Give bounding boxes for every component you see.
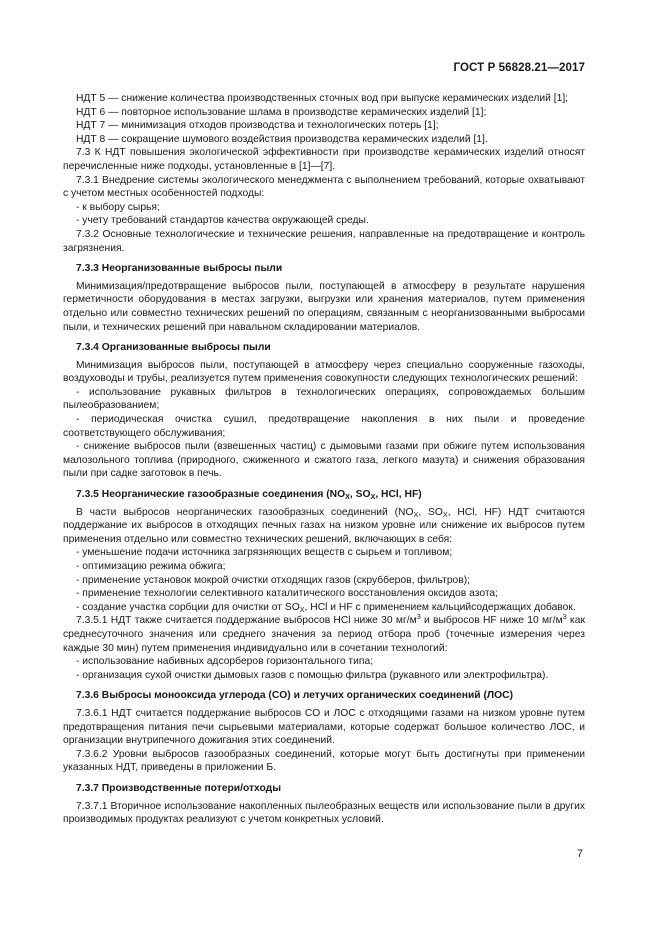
section-heading-7-3-7: 7.3.7 Производственные потери/отходы	[76, 782, 281, 794]
list-item: - снижение выбросов пыли (взвешенных частиц) с дымовыми газами при обжиге путем использования малозольного топлива (природного, сжиженного и сжатого газа, легкого мазута) и снижения образования пыли при садке заготовок в печь.	[63, 441, 585, 480]
paragraph: 7.3.1 Внедрение системы экологического менеджмента с выполнением требований, которые охватывают с учетом местных особенностей подходы:	[63, 174, 585, 200]
section-heading-7-3-3: 7.3.3 Неорганизованные выбросы пыли	[76, 263, 283, 275]
paragraph: В части выбросов неорганических газообразных соединений ($NO_X$, $SO_X$, HCl, HF) НДТ считаются поддержание их выбросов в отходящих печных газах на низком уровне или снижение их выбросов путем применения отдельно или совместно технических решений, включающих в себя:	[63, 506, 585, 545]
paragraph: НДТ 5 — снижение количества производственных сточных вод при выпуске керамических изделий [1];	[76, 93, 569, 104]
document-standard-number: ГОСТ Р 56828.21—2017	[453, 62, 585, 74]
list-item: - уменьшение подачи источника загрязняющих веществ с сырьем и топливом;	[76, 547, 453, 559]
paragraph: Минимизация/предотвращение выбросов пыли, поступающей в атмосферу в результате нарушения герметичности оборудования в местах загрузки, выгрузки или хранения материалов, путем применения отдельно или совместно технических решений по операциям, связанным с неорганизованными выбросами пыли, и технических решений при навальном складировании материалов.	[63, 280, 585, 333]
paragraph: 7.3.5.1 НДТ также считается поддержание выбросов HCl ниже 30 $мг/м^3$ и выбросов HF ниже 10 $мг/м^3$ как среднесуточного значения или среднего значения за период отбора проб (точечные измерения через каждые 30 мин) путем применения индивидуально или в сочетании технологий:	[63, 612, 585, 654]
list-item: - использование набивных адсорберов горизонтального типа;	[76, 656, 374, 668]
list-item: - периодическая очистка сушил, предотвращение накопления в них пыли и проведение соответствующего обслуживания;	[63, 414, 585, 439]
list-item: - оптимизацию режима обжига;	[76, 561, 226, 572]
paragraph: НДТ 8 — сокращение шумового воздействия производства керамических изделий [1].	[76, 133, 488, 145]
list-item: - применение установок мокрой очистки отходящих газов (скрубберов, фильтров);	[76, 574, 471, 586]
list-item: - организация сухой очистки дымовых газов с помощью фильтра (рукавного или электрофильтра).	[76, 669, 549, 681]
paragraph: 7.3.6.2 Уровни выбросов газообразных соединений, которые могут быть достигнуты при применении указанных НДТ, приведены в приложении Б.	[63, 748, 585, 774]
section-heading-7-3-6: 7.3.6 Выбросы монооксида углерода (CO) и летучих органических соединений (ЛОС)	[76, 690, 514, 702]
page-number: 7	[576, 848, 583, 860]
section-heading-7-3-4: 7.3.4 Организованные выбросы пыли	[76, 342, 271, 354]
paragraph: 7.3 К НДТ повышения экологической эффективности при производстве керамических изделий относят перечисленные ниже подходы, установленные в [1]—[7].	[63, 147, 585, 172]
paragraph: НДТ 6 — повторное использование шлама в производстве керамических изделий [1];	[76, 106, 487, 118]
list-item: - использование рукавных фильтров в технологических операциях, сопровождаемых большим пылеобразованием;	[63, 386, 585, 412]
list-item: - применение технологии селективного каталитического восстановления оксидов азота;	[76, 588, 499, 600]
paragraph: НДТ 7 — минимизация отходов производства и технологических потерь [1];	[76, 120, 439, 132]
document-body	[63, 92, 585, 827]
list-item: - создание участка сорбции для очистки от $SO_X$, HCl и HF с применением кальцийсодержащих добавок.	[76, 601, 576, 614]
list-item: - учету требований стандартов качества окружающей среды.	[76, 215, 369, 227]
paragraph: Минимизация выбросов пыли, поступающей в атмосферу через специально сооруженные газоходы, воздуховоды и трубы, реализуется путем применения совокупности следующих технологических решений:	[63, 359, 585, 385]
paragraph: 7.3.6.1 НДТ считается поддержание выбросов CO и ЛОС с отходящими газами на низком уровне путем предотвращения питания печи сырьевыми материалами, которые содержат большое количество ЛОС, и организации внутрипечного дожигания этих соединений.	[63, 707, 585, 747]
list-item: - к выбору сырья;	[76, 201, 160, 213]
paragraph: 7.3.7.1 Вторичное использование накопленных пылеобразных веществ или использование пыли в других производимых продуктах реализуют с учетом конкретных условий.	[63, 800, 585, 826]
paragraph: 7.3.2 Основные технологические и технические решения, направленные на предотвращение и контроль загрязнения.	[63, 228, 585, 254]
section-heading-7-3-5: 7.3.5 Неорганические газообразные соединения ($NO_X$, $SO_X$, HCl, HF)	[76, 489, 422, 502]
